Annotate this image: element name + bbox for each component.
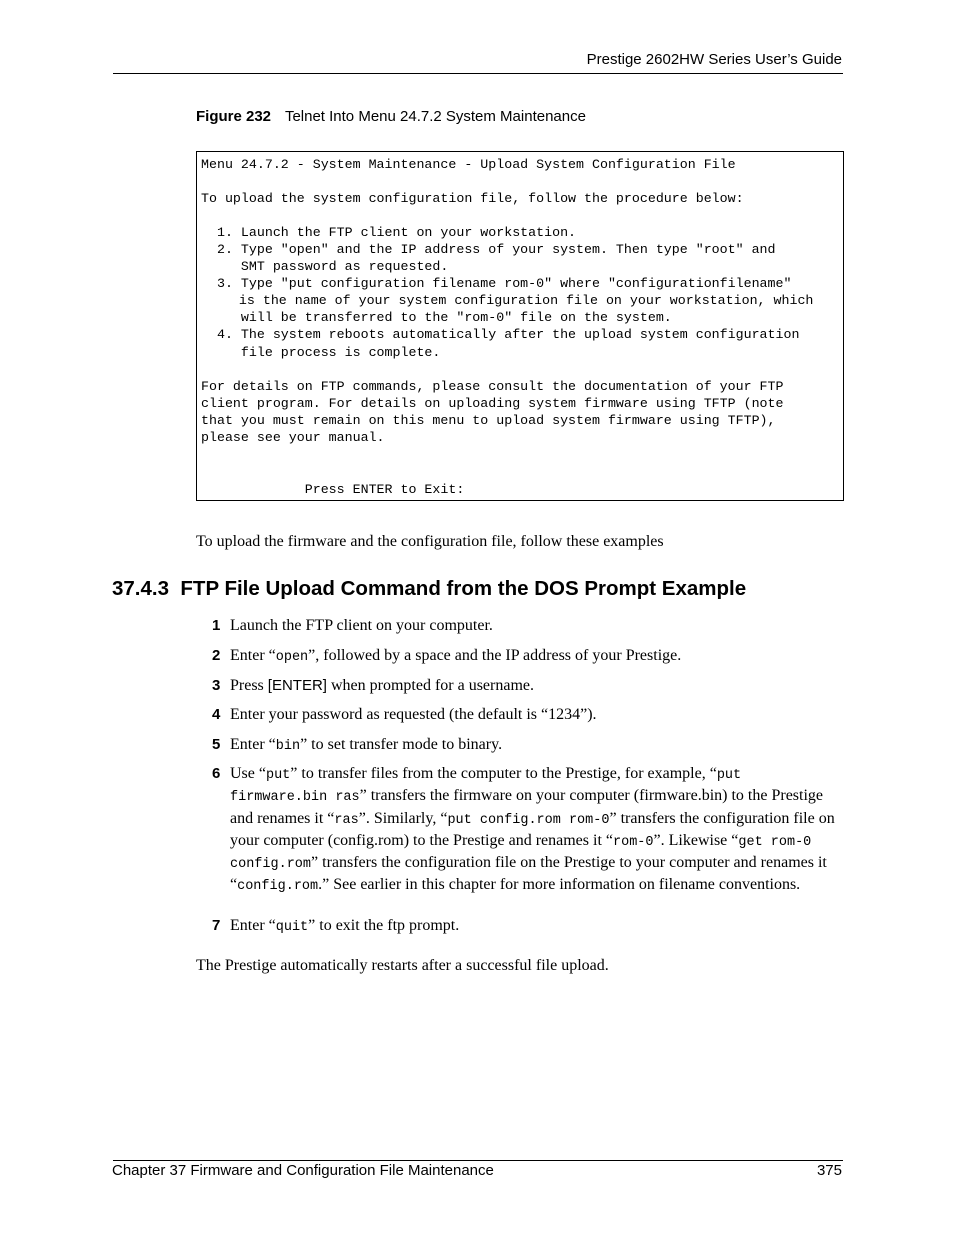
- step-text: [230, 916, 845, 938]
- terminal-details: client program. For details on uploading system firmware using TFTP (note: [201, 396, 784, 411]
- page-header-title: Prestige 2602HW Series User’s Guide: [586, 51, 842, 68]
- terminal-step: will be transferred to the "rom-0" file on the system.: [201, 310, 672, 325]
- step-number: 4: [212, 706, 221, 723]
- step-text-run: ”. Likewise “: [653, 831, 739, 849]
- terminal-step: SMT password as requested.: [201, 259, 449, 274]
- step-text-run: Enter “: [230, 736, 276, 753]
- inline-code: put config.rom rom-0: [447, 812, 610, 828]
- inline-code: get rom-0 config.rom: [230, 834, 812, 873]
- step-text: [230, 735, 845, 757]
- step-text-run: ”. Similarly, “: [358, 809, 448, 827]
- inline-code: open: [275, 650, 309, 665]
- figure-number: Figure 232: [196, 108, 272, 125]
- terminal-details: that you must remain on this menu to upload system firmware using TFTP),: [201, 413, 776, 428]
- step-number: 1: [212, 617, 221, 634]
- inline-code: put firmware.bin ras: [230, 768, 742, 806]
- step-number: 5: [212, 736, 221, 753]
- step-text: [230, 676, 845, 696]
- step-text-run: Enter your password as requested (the default is “1234”).: [230, 706, 597, 723]
- terminal-step: 2. Type "open" and the IP address of your system. Then type "root" and: [201, 242, 776, 257]
- terminal-details: For details on FTP commands, please consult the documentation of your FTP: [201, 379, 784, 394]
- step-text-run: Launch the FTP client on your computer.: [230, 617, 493, 634]
- header-divider: [113, 73, 843, 74]
- footer-page-number: 375: [816, 1162, 842, 1179]
- step-text: [230, 646, 845, 668]
- closing-paragraph: The Prestige automatically restarts after a successful file upload.: [196, 957, 609, 974]
- terminal-step: 3. Type "put configuration filename rom-0" where "configurationfilename": [201, 276, 792, 291]
- step-number: 2: [212, 647, 221, 664]
- terminal-details: please see your manual.: [201, 430, 385, 445]
- step-text-run: ” to transfer files from the computer to the Prestige, for example, “: [290, 765, 717, 782]
- step-text-run: Press: [230, 677, 268, 694]
- intro-paragraph: To upload the firmware and the configuration file, follow these examples: [196, 533, 664, 550]
- inline-code: ras: [334, 812, 359, 828]
- step-text: [230, 764, 845, 898]
- step-text-run: ” transfers the configuration file on the Prestige to your computer and renames it “: [230, 854, 827, 894]
- step-text-run: ” to set transfer mode to binary.: [300, 736, 503, 753]
- step-text-run: ” transfers the firmware on your computer (firmware.bin) to the Prestige and renames it “: [230, 787, 824, 827]
- terminal-exit-prompt: Press ENTER to Exit:: [201, 482, 465, 497]
- step-text-run: [ENTER]: [267, 677, 327, 694]
- step-text-run: ”, followed by a space and the IP address of your Prestige.: [308, 647, 682, 664]
- inline-code: quit: [275, 920, 309, 935]
- footer-divider: [113, 1160, 843, 1161]
- inline-code: bin: [275, 739, 301, 754]
- terminal-intro: To upload the system configuration file, follow the procedure below:: [201, 191, 744, 206]
- step-text-run: Enter “: [230, 917, 276, 934]
- step-text-run: .” See earlier in this chapter for more information on filename conventions.: [318, 876, 801, 894]
- step-text-run: Use “: [230, 765, 266, 782]
- terminal-step: 1. Launch the FTP client on your workstation.: [201, 225, 577, 240]
- inline-code: rom-0: [613, 834, 654, 850]
- step-text-run: ” to exit the ftp prompt.: [308, 917, 460, 934]
- step-text: [230, 705, 845, 725]
- section-heading: [112, 577, 746, 601]
- figure-caption: [196, 108, 586, 125]
- step-number: 6: [212, 765, 221, 782]
- terminal-screen: [196, 151, 844, 501]
- step-text-run: when prompted for a username.: [326, 677, 535, 694]
- terminal-step: file process is complete.: [201, 345, 441, 360]
- section-number: 37.4.3: [112, 577, 169, 600]
- terminal-step: is the name of your system configuration file on your workstation, which: [199, 293, 814, 308]
- figure-caption-text: Telnet Into Menu 24.7.2 System Maintenance: [284, 108, 586, 125]
- inline-code: config.rom: [237, 879, 319, 895]
- step-text: [230, 616, 845, 636]
- inline-code: put: [265, 768, 291, 783]
- step-text-run: Enter “: [230, 647, 276, 664]
- footer-chapter: Chapter 37 Firmware and Configuration File Maintenance: [112, 1162, 494, 1179]
- step-number: 3: [212, 677, 221, 694]
- step-number: 7: [212, 917, 221, 934]
- terminal-menu-title: Menu 24.7.2 - System Maintenance - Upload System Configuration File: [201, 157, 736, 172]
- terminal-step: 4. The system reboots automatically after the upload system configuration: [201, 327, 800, 342]
- step-text-run: ” transfers the configuration file on your computer (config.rom) to the Prestige and renames it “: [230, 809, 835, 849]
- section-title: FTP File Upload Command from the DOS Prompt Example: [180, 577, 747, 600]
